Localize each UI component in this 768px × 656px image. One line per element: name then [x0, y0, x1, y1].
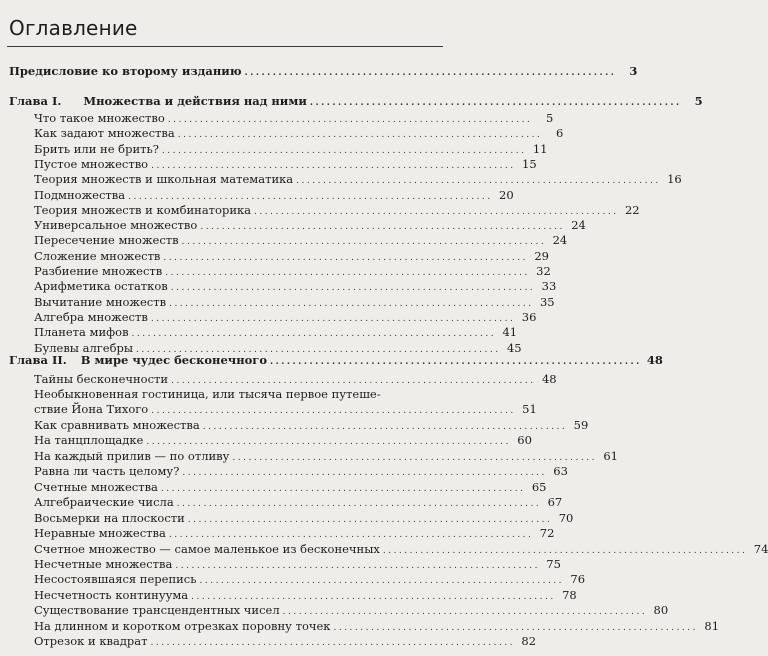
entry-page: 24: [571, 218, 586, 232]
dot-leader: ....................................................................: [187, 515, 553, 525]
dot-leader: ....................................................................: [170, 283, 536, 293]
toc-entry[interactable]: [34, 126, 564, 142]
entry-page: 22: [624, 203, 640, 217]
toc-entry[interactable]: [34, 634, 537, 650]
entry-label: Несостоявшаяся перепись: [34, 572, 197, 586]
entry-label: Планета мифов: [34, 325, 129, 339]
toc-entry[interactable]: [34, 511, 574, 527]
toc-entry[interactable]: [34, 542, 768, 558]
toc-entry[interactable]: [34, 111, 554, 127]
entry-page: 75: [546, 557, 561, 571]
chapter-number: Глава I.: [9, 94, 62, 108]
entry-label: Алгебра множеств: [34, 310, 148, 324]
entry-page: 76: [570, 572, 586, 586]
entry-page: 72: [539, 526, 555, 540]
entry-label: Как сравнивать множества: [34, 418, 200, 432]
dot-leader: ....................................................................: [254, 207, 619, 217]
dot-leader: ....................................................................: [200, 222, 565, 232]
entry-page: 67: [547, 495, 563, 509]
entry-label: Неравные множества: [34, 526, 166, 540]
entry-page: 45: [506, 341, 522, 355]
entry-page: 24: [552, 233, 568, 247]
entry-label: Тайны бесконечности: [34, 372, 169, 386]
title-rule: [7, 46, 443, 47]
entry-label: На длинном и коротком отрезках поровну точек: [34, 619, 331, 633]
dot-leader: ....................................................................: [175, 561, 540, 571]
chapter-title: Множества и действия над ними: [83, 94, 307, 108]
entry-page: 80: [653, 603, 669, 617]
dot-leader: ....................................................................: [333, 623, 699, 633]
entry-page: 51: [522, 402, 537, 416]
entry-label: Сложение множеств: [34, 249, 161, 263]
toc-entry[interactable]: [34, 572, 586, 588]
entry-label: Подмножества: [34, 188, 126, 202]
dot-leader: ....................................................................: [171, 376, 536, 386]
entry-label: Теория множеств и комбинаторика: [34, 203, 252, 217]
toc-entry[interactable]: [34, 142, 548, 158]
entry-label: Алгебраические числа: [34, 495, 174, 509]
toc-entry[interactable]: [34, 603, 669, 619]
toc-entry[interactable]: [34, 495, 563, 511]
entry-page: 81: [704, 619, 720, 633]
toc-entry[interactable]: [34, 157, 537, 173]
toc-entry[interactable]: [34, 249, 549, 265]
dot-leader: ....................................................................: [151, 406, 516, 416]
entry-label: Пересечение множеств: [34, 233, 179, 247]
entry-page: 5: [694, 94, 703, 108]
chapter-number: Глава II.: [9, 353, 67, 367]
toc-entry[interactable]: [34, 526, 555, 542]
entry-page: 59: [573, 418, 589, 432]
entry-page: 63: [553, 464, 568, 478]
dot-leader: ....................................................................: [128, 192, 493, 202]
dot-leader: ....................................................................: [163, 253, 528, 263]
entry-label: Пустое множество: [34, 157, 149, 171]
entry-page: 33: [541, 279, 557, 293]
entry-label: Вычитание множеств: [34, 295, 167, 309]
entry-label: На каждый прилив — по отливу: [34, 449, 230, 463]
chapter-heading-2[interactable]: [9, 353, 663, 369]
dot-leader: ..................................................................: [244, 68, 617, 78]
toc-entry[interactable]: [34, 310, 537, 326]
entry-page: 15: [522, 157, 537, 171]
entry-label: Что такое множество: [34, 111, 165, 125]
page-title: Оглавление: [9, 16, 138, 40]
toc-entry[interactable]: [34, 418, 589, 434]
entry-page: 35: [539, 295, 555, 309]
entry-page: 6: [555, 126, 564, 140]
dot-leader: ....................................................................: [150, 638, 516, 648]
entry-page: 36: [521, 310, 537, 324]
entry-label: ствие Йона Тихого: [34, 402, 149, 416]
toc-entry[interactable]: [34, 449, 618, 465]
entry-page: 16: [667, 172, 682, 186]
dot-leader: ....................................................................: [168, 530, 534, 540]
dot-leader: ....................................................................: [202, 422, 568, 432]
toc-entry-preface[interactable]: [9, 64, 638, 80]
dot-leader: ..................................................................: [309, 98, 682, 108]
dot-leader: ....................................................................: [150, 314, 516, 324]
entry-label: Счетное множество — самое маленькое из бесконечных: [34, 542, 380, 556]
toc-entry[interactable]: [34, 325, 518, 341]
dot-leader: ....................................................................: [136, 345, 501, 355]
entry-label: Разбиение множеств: [34, 264, 163, 278]
entry-label: Счетные множества: [34, 480, 158, 494]
entry-page: 82: [521, 634, 537, 648]
entry-page: 11: [532, 142, 548, 156]
entry-page: 70: [558, 511, 574, 525]
entry-label: Восьмерки на плоскости: [34, 511, 185, 525]
entry-page: 61: [603, 449, 618, 463]
entry-label: Отрезок и квадрат: [34, 634, 148, 648]
dot-leader: ....................................................................: [191, 592, 556, 602]
entry-label: Несчетные множества: [34, 557, 173, 571]
toc-entry[interactable]: [34, 218, 586, 234]
entry-label: Равна ли часть целому?: [34, 464, 180, 478]
dot-leader: ....................................................................: [282, 607, 648, 617]
entry-label: Предисловие ко второму изданию: [9, 64, 242, 78]
entry-label: Брить или не брить?: [34, 142, 159, 156]
entry-label: Теория множеств и школьная математика: [34, 172, 294, 186]
dot-leader: ....................................................................: [182, 468, 547, 478]
toc-entry[interactable]: [34, 172, 682, 188]
dot-leader: ....................................................................: [151, 161, 516, 171]
dot-leader: ....................................................................: [181, 237, 547, 247]
dot-leader: ....................................................................: [160, 484, 526, 494]
dot-leader: ....................................................................: [199, 576, 565, 586]
entry-label: Булевы алгебры: [34, 341, 134, 355]
dot-leader: ....................................................................: [232, 453, 597, 463]
entry-label: Существование трансцендентных чисел: [34, 603, 280, 617]
toc-entry[interactable]: [34, 433, 532, 449]
dot-leader: ....................................................................: [296, 176, 661, 186]
entry-page: 48: [541, 372, 557, 386]
dot-leader: ....................................................................: [382, 546, 748, 556]
dot-leader: ....................................................................: [131, 329, 497, 339]
toc-entry[interactable]: [34, 279, 557, 295]
entry-page: 5: [545, 111, 554, 125]
toc-entry[interactable]: [34, 619, 720, 635]
entry-page: 74: [753, 542, 768, 556]
chapter-heading-1[interactable]: [9, 94, 703, 110]
dot-leader: ....................................................................: [176, 499, 542, 509]
entry-label: Несчетность континуума: [34, 588, 189, 602]
entry-page: 41: [502, 325, 518, 339]
entry-label: Как задают множества: [34, 126, 175, 140]
dot-leader: ....................................................................: [169, 299, 534, 309]
entry-page: 3: [629, 64, 638, 78]
toc-entry[interactable]: [34, 203, 640, 219]
entry-page: 20: [499, 188, 514, 202]
chapter-title: В мире чудес бесконечного: [80, 353, 268, 367]
toc-entry[interactable]: [34, 464, 568, 480]
dot-leader: ....................................................................: [165, 268, 530, 278]
toc-entry[interactable]: [34, 588, 577, 604]
toc-entry[interactable]: [34, 233, 568, 249]
dot-leader: ....................................................................: [177, 130, 543, 140]
dot-leader: ....................................................................: [161, 146, 527, 156]
dot-leader: ..................................................................: [270, 357, 642, 367]
entry-page: 32: [536, 264, 551, 278]
dot-leader: ....................................................................: [146, 437, 511, 447]
entry-page: 29: [534, 249, 549, 263]
toc-entry[interactable]: [34, 480, 547, 496]
toc-entry[interactable]: [34, 188, 514, 204]
entry-label: Универсальное множество: [34, 218, 198, 232]
toc-entry[interactable]: [34, 387, 428, 401]
toc-entry[interactable]: [34, 402, 537, 418]
toc-entry[interactable]: [34, 557, 561, 573]
entry-page: 65: [531, 480, 547, 494]
toc-entry[interactable]: [34, 372, 557, 388]
entry-label: Арифметика остатков: [34, 279, 168, 293]
dot-leader: ....................................................................: [167, 115, 533, 125]
entry-label: На танцплощадке: [34, 433, 144, 447]
entry-page: 48: [646, 353, 663, 367]
toc-entry[interactable]: [34, 295, 555, 311]
entry-label: Необыкновенная гостиница, или тысяча первое путеше-: [34, 387, 381, 401]
entry-page: 60: [517, 433, 532, 447]
toc-entry[interactable]: [34, 264, 551, 280]
entry-page: 78: [562, 588, 577, 602]
